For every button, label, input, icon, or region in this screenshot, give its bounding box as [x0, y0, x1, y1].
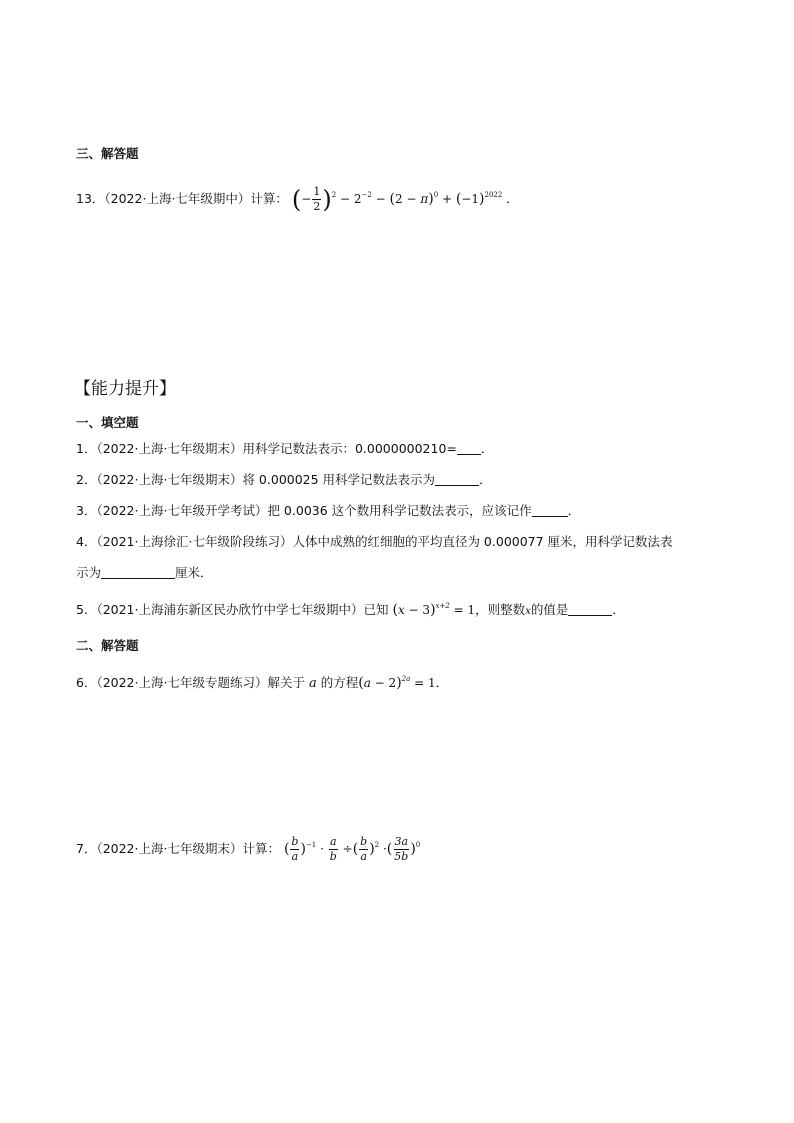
- section-heading-solve: 三、解答题: [76, 146, 139, 161]
- question-7: 7．（2022·上海·七年级期末）计算： ( $\frac{b}{a}$ )$^{-1}$ · $\frac{a}{b}$ ÷( $\frac{b}{a}$ )$^2$ ·( $\frac{3a}{5b}$ )$^0$: [76, 835, 421, 863]
- question-5-equation: $(x - 3)^{x+2} = 1$: [392, 602, 476, 618]
- ability-section-title: 【能力提升】: [74, 379, 176, 399]
- question-3: 3．（2022·上海·七年级开学考试）把 0.0036 这个数用科学记数法表示，应该记作 ．: [76, 503, 581, 518]
- question-13-expression: (− $\frac{1}{2}$ )$^2 - 2^{-2} - (2 - \pi)^0 + (-1)^{2022}$: [291, 185, 503, 214]
- question-4-line-1: 4．（2021·上海徐汇·七年级阶段练习）人体中成熟的红细胞的平均直径为 0.000077 厘米，用科学记数法表: [76, 534, 673, 549]
- question-5: 5．（2021·上海浦东新区民办欣竹中学七年级期中）已知 $(x - 3)^{x+2} = 1$，则整数x的值是 ．: [76, 602, 625, 618]
- question-2: 2．（2022·上海·七年级期末）将 0.000025 用科学记数法表示为 ．: [76, 472, 492, 487]
- section-heading-fill: 一、填空题: [76, 415, 139, 430]
- question-4-line-2: 示为 厘米．: [76, 565, 213, 580]
- answer-blank[interactable]: [532, 503, 568, 517]
- answer-blank[interactable]: [457, 441, 481, 455]
- section-heading-solve-2: 二、解答题: [76, 638, 139, 653]
- question-1: 1．（2022·上海·七年级期末）用科学记数法表示：0.0000000210= ．: [76, 441, 494, 456]
- answer-blank[interactable]: [101, 565, 175, 579]
- question-13: 13．（2022·上海·七年级期中）计算： (− $\frac{1}{2}$ )$^2 - 2^{-2} - (2 - \pi)^0 + (-1)^{2022}$ ．: [76, 185, 519, 214]
- answer-blank[interactable]: [568, 602, 612, 616]
- answer-blank[interactable]: [435, 472, 479, 486]
- question-7-expression: ( $\frac{b}{a}$ )$^{-1}$ · $\frac{a}{b}$ ÷( $\frac{b}{a}$ )$^2$ ·( $\frac{3a}{5b}$ )$^0$: [283, 835, 421, 863]
- question-6: 6．（2022·上海·七年级专题练习）解关于 a 的方程$(a - 2)^{2a} = 1$．: [76, 675, 449, 691]
- question-13-label: 13．（2022·上海·七年级期中）计算：: [76, 191, 288, 206]
